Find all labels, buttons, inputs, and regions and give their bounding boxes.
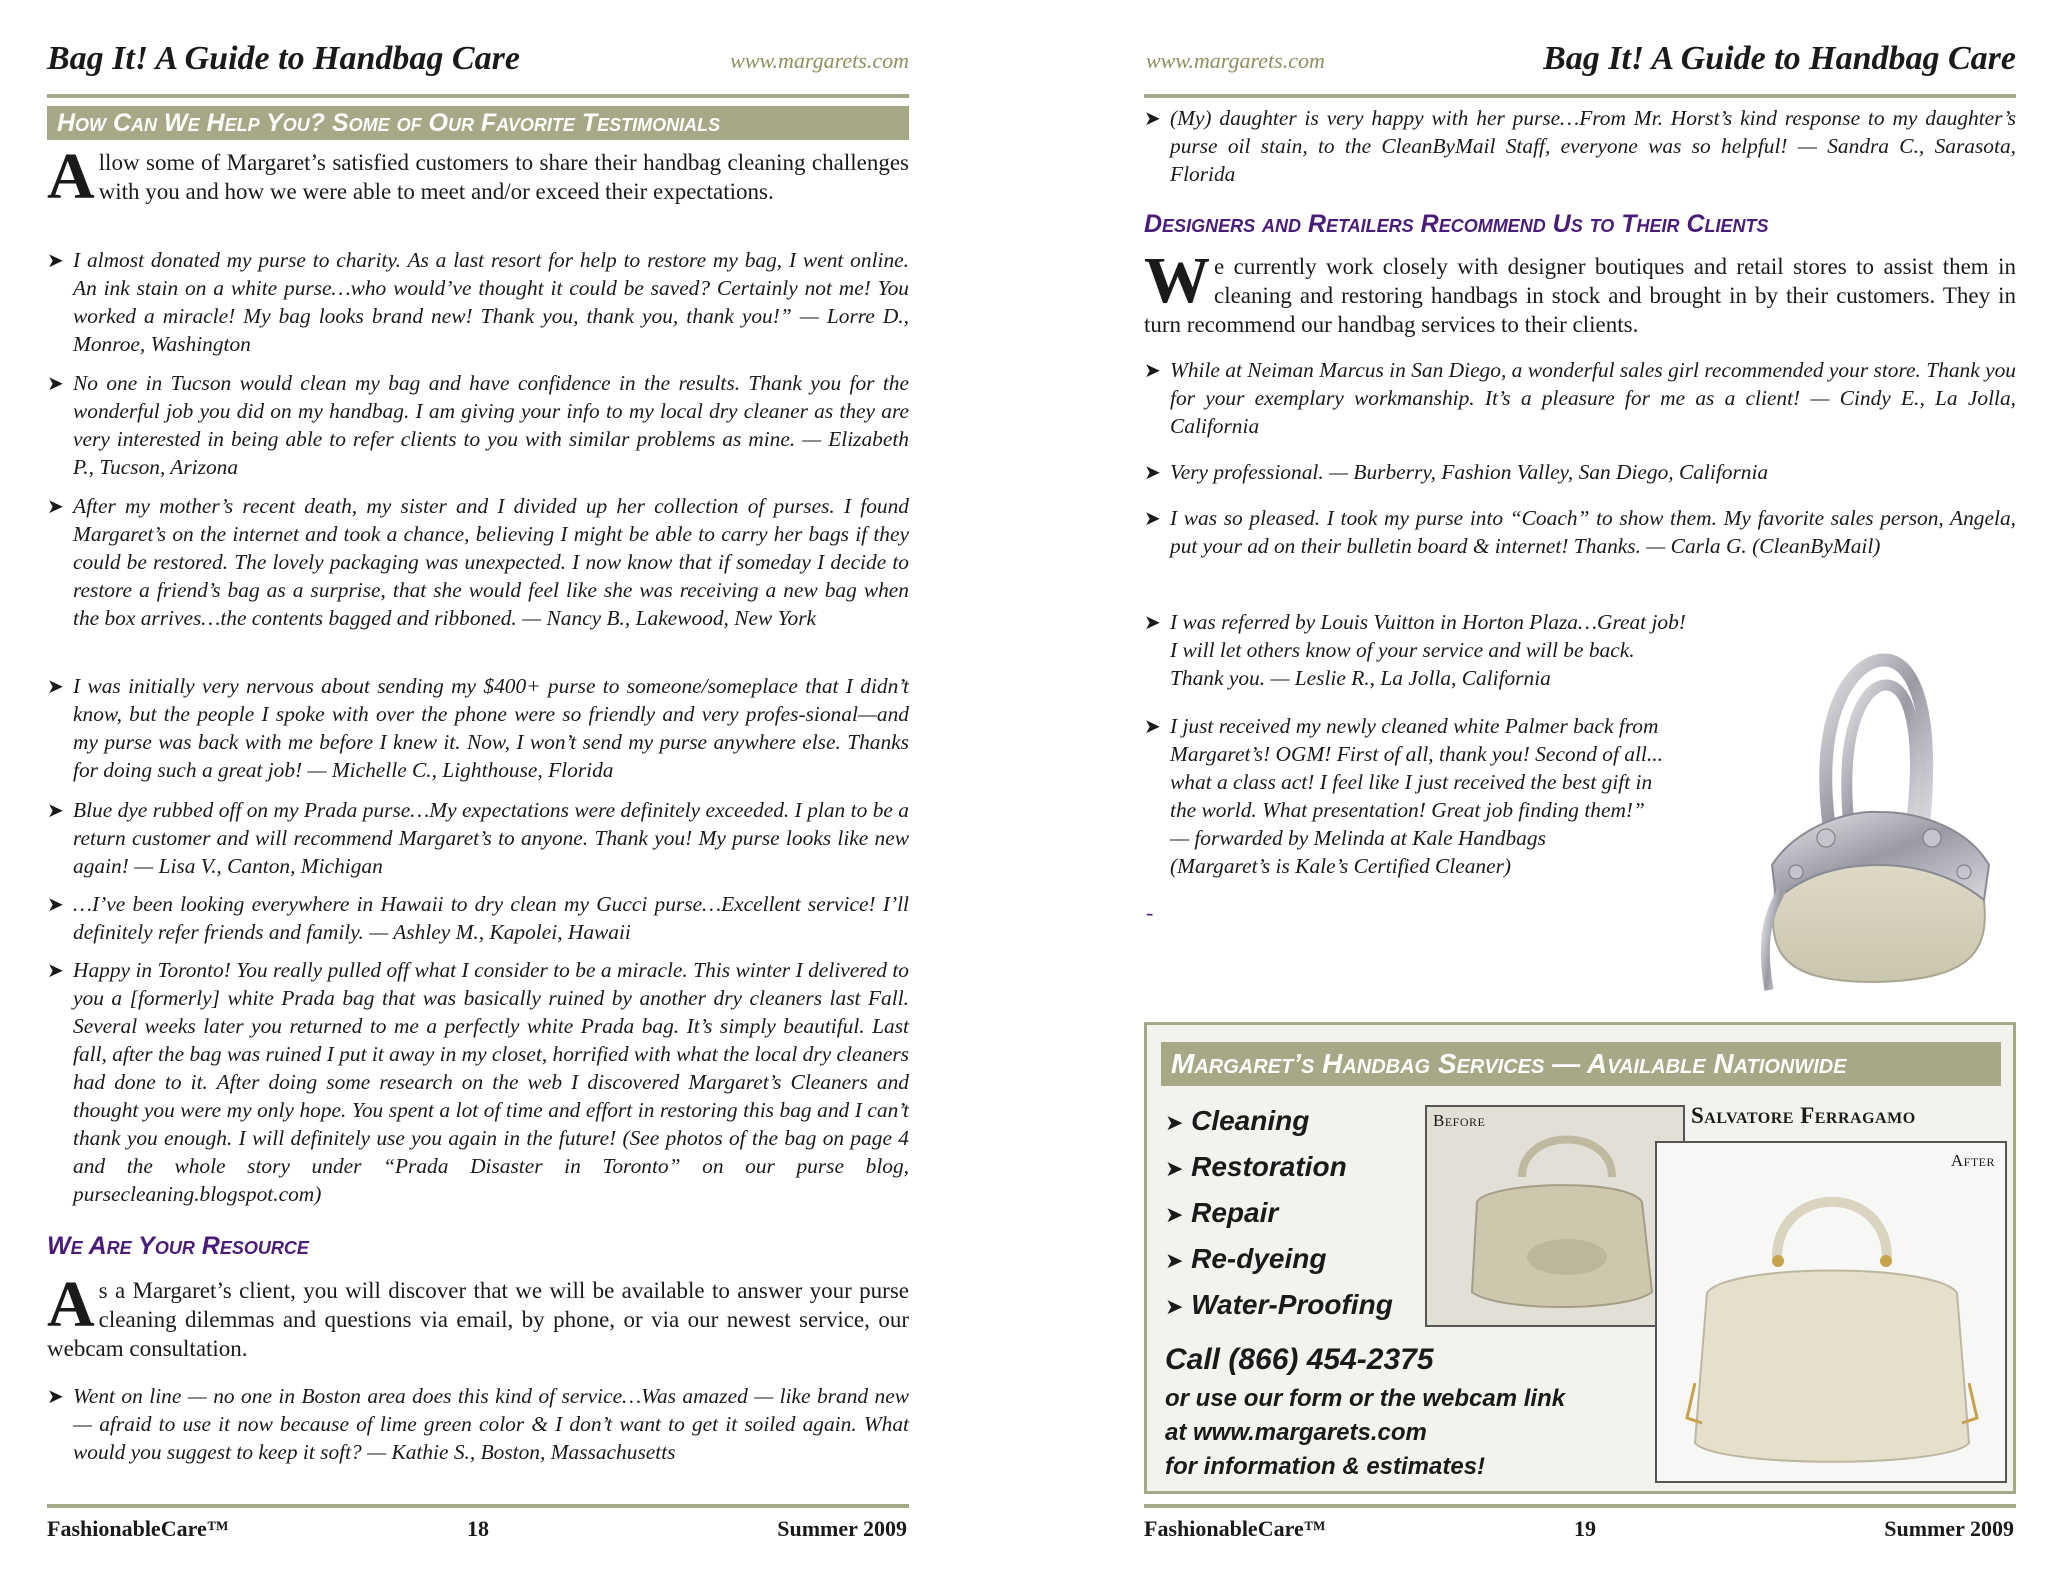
arrowhead-bullet-icon: ➤ — [1144, 506, 1161, 530]
header-url[interactable]: www.margarets.com — [1146, 48, 1325, 73]
service-repair: ➤ Repair — [1165, 1197, 1279, 1228]
phone-number[interactable]: Call (866) 454-2375 — [1165, 1343, 1434, 1376]
contact-line-2[interactable]: at www.margarets.com — [1165, 1419, 1427, 1446]
arrowhead-bullet-icon: ➤ — [1144, 106, 1161, 130]
footer-issue: Summer 2009 — [777, 1516, 907, 1541]
arrowhead-bullet-icon: ➤ — [47, 798, 64, 822]
testimonial-item: ➤ Blue dye rubbed off on my Prada purse…My expectations were definitely exceeded. I plan to be a return customer and will recommend Margaret’s to anyone. Thank you! My purse looks like new again! — Lisa V., Canton, Michigan — [47, 798, 909, 878]
arrowhead-bullet-icon: ➤ — [1165, 1295, 1192, 1320]
stray-dash: - — [1146, 900, 1154, 925]
arrowhead-bullet-icon: ➤ — [1165, 1157, 1192, 1182]
testimonial-item: ➤ Went on line — no one in Boston area does this kind of service…Was amazed — like brand new — afraid to use it now because of lime green color & I don’t want to get it soiled again. What would you suggest to keep it soft? — Kathie S., Boston, Massachusetts — [47, 1384, 909, 1464]
service-redyeing: ➤ Re-dyeing — [1165, 1243, 1327, 1274]
footer-rule — [1144, 1504, 2016, 1508]
service-restoration: ➤ Restoration — [1165, 1151, 1347, 1182]
testimonial-item: ➤ I just received my newly cleaned white Palmer back from Margaret’s! OGM! First of all, thank you! Second of all... what a class act! I feel like I just received the best gift in the world. What presentation! Great job finding them!” — forwarded by Melinda at Kale Handbags (Margaret’s is Kale’s Certified Cleaner) — [1144, 714, 1663, 878]
arrowhead-bullet-icon: ➤ — [47, 892, 64, 916]
arrowhead-bullet-icon: ➤ — [47, 1384, 64, 1408]
after-label: After — [1950, 1151, 1995, 1170]
after-photo — [1655, 1141, 2007, 1483]
contact-line-3: for information & estimates! — [1165, 1453, 1486, 1480]
testimonial-item: ➤ No one in Tucson would clean my bag and have confidence in the results. Thank you for the wonderful job you did on my handbag. I am giving your info to my local dry cleaner as they are very interested in being able to refer clients to you with similar problems as mine. — Elizabeth P., Tucson, Arizona — [47, 371, 909, 479]
header-url[interactable]: www.margarets.com — [730, 48, 909, 73]
arrowhead-bullet-icon: ➤ — [47, 248, 64, 272]
testimonial-item: ➤ After my mother’s recent death, my sister and I divided up her collection of purses. I found Margaret’s on the internet and took a chance, believing I might be able to carry her bags if they could be restored. The lovely packaging was unexpected. I now know that if someday I decide to restore a friend’s bag as a surprise, that she would feel like she was receiving a new bag when the box arrives…the contents bagged and ribboned. — Nancy B., Lakewood, New York — [47, 494, 909, 630]
resource-paragraph — [47, 1268, 909, 1363]
arrowhead-bullet-icon: ➤ — [1144, 610, 1161, 634]
before-label: Before — [1433, 1111, 1486, 1130]
section-title-testimonials: How Can We Help You? Some of Our Favorite Testimonials — [47, 106, 909, 140]
footer-issue: Summer 2009 — [1884, 1516, 2014, 1541]
testimonial-item: ➤ …I’ve been looking everywhere in Hawaii to dry clean my Gucci purse…Excellent service! I’ll definitely refer friends and family. — Ashley M., Kapolei, Hawaii — [47, 892, 909, 944]
arrowhead-bullet-icon: ➤ — [1144, 714, 1161, 738]
drop-cap: W — [1144, 244, 1210, 317]
arrowhead-bullet-icon: ➤ — [1144, 358, 1161, 382]
silver-handbag-image — [1734, 650, 2018, 1010]
drop-cap: A — [47, 1268, 95, 1341]
footer-brand: FashionableCare™ — [1144, 1516, 1326, 1541]
drop-cap: A — [47, 140, 95, 213]
section-title-resource: We Are Your Resource — [47, 1232, 309, 1260]
service-cleaning: ➤ Cleaning — [1165, 1105, 1310, 1136]
before-bag-image — [1427, 1107, 1683, 1325]
footer-page-number: 19 — [1574, 1516, 1596, 1541]
arrowhead-bullet-icon: ➤ — [1165, 1249, 1192, 1274]
footer-page-number: 18 — [467, 1516, 489, 1541]
intro-text: llow some of Margaret’s satisfied customers to share their handbag cleaning challenges with you and how we were able to meet and/or exceed their expectations. — [98, 150, 909, 204]
page-19 — [1024, 0, 2048, 1582]
testimonial-item: ➤ (My) daughter is very happy with her purse…From Mr. Horst’s kind response to my daughter’s purse oil stain, to the CleanByMail Staff, everyone was so helpful! — Sandra C., Sarasota, Florida — [1144, 106, 2016, 186]
services-box — [1144, 1022, 2016, 1494]
designers-paragraph — [1144, 244, 2016, 339]
header-title: Bag It! A Guide to Handbag Care — [47, 40, 520, 77]
arrowhead-bullet-icon: ➤ — [47, 371, 64, 395]
brand-label: Salvatore Ferragamo — [1691, 1103, 1916, 1128]
header-rule — [47, 94, 909, 98]
testimonial-item: ➤ I was initially very nervous about sending my $400+ purse to someone/someplace that I didn’t know, but the people I spoke with over the phone were so friendly and very profes-sional—and my purse was back with me before I knew it. Now, I won’t send my purse anywhere else. Thanks for doing such a great job! — Michelle C., Lighthouse, Florida — [47, 674, 909, 782]
contact-line-1: or use our form or the webcam link — [1165, 1385, 1566, 1412]
arrowhead-bullet-icon: ➤ — [1144, 460, 1161, 484]
testimonial-item: ➤ Happy in Toronto! You really pulled off what I consider to be a miracle. This winter I delivered to you a [formerly] white Prada bag that was basically ruined by another dry cleaners last Fall. Several weeks later you returned to me a perfectly white Prada bag. It’s simply beautiful. Last fall, after the bag was ruined I put it away in my closet, horrified with what the local dry cleaners had done to it. After doing some research on the web I discovered Margaret’s Cleaners and thought you were my only hope. You spent a lot of time and effort in restoring this bag and I can’t thank you enough. I will definitely use you again in the future! (See photos of the bag on page 4 and the whole story under “Prada Disaster in Toronto” on our purse blog, pursecleaning.blogspot.com) — [47, 958, 909, 1206]
testimonial-item: ➤ Very professional. — Burberry, Fashion Valley, San Diego, California — [1144, 460, 1769, 484]
intro-paragraph — [47, 140, 909, 213]
services-title: Margaret’s Handbag Services — Available Nationwide — [1161, 1042, 2001, 1086]
testimonial-item: ➤ I was so pleased. I took my purse into “Coach” to show them. My favorite sales person, Angela, put your ad on their bulletin board & internet! Thanks. — Carla G. (CleanByMail) — [1144, 506, 2016, 558]
testimonial-item: ➤ I was referred by Louis Vuitton in Horton Plaza…Great job! I will let others know of your service and will be back. Thank you. — Leslie R., La Jolla, California — [1144, 610, 1686, 690]
footer-brand: FashionableCare™ — [47, 1516, 229, 1541]
arrowhead-bullet-icon: ➤ — [1165, 1203, 1192, 1228]
before-photo — [1425, 1105, 1685, 1327]
resource-text: s a Margaret’s client, you will discover that we will be available to answer your purse cleaning dilemmas and questions via email, by phone, or via our newest service, our webcam consultation. — [47, 1278, 909, 1361]
section-title-designers: Designers and Retailers Recommend Us to Their Clients — [1144, 210, 1769, 238]
page-footer — [1144, 1516, 2016, 1546]
arrowhead-bullet-icon: ➤ — [1165, 1111, 1192, 1136]
testimonial-item: ➤ I almost donated my purse to charity. As a last resort for help to restore my bag, I went online. An ink stain on a white purse…who would’ve thought it could be saved? Certainly not me! You worked a miracle! My bag looks brand new! Thank you, thank you, thank you!” — Lorre D., Monroe, Washington — [47, 248, 909, 356]
designers-text: e currently work closely with designer boutiques and retail stores to assist them in cleaning and restoring handbags in stock and brought in by their customers. They in turn recommend our handbag services to their clients. — [1144, 254, 2016, 337]
testimonial-item: ➤ While at Neiman Marcus in San Diego, a wonderful sales girl recommended your store. Thank you for your exemplary workmanship. It’s a pleasure for me as a client! — Cindy E., La Jolla, California — [1144, 358, 2016, 438]
arrowhead-bullet-icon: ➤ — [47, 958, 64, 982]
header-rule — [1144, 94, 2016, 98]
page-header — [1144, 40, 2016, 86]
header-title: Bag It! A Guide to Handbag Care — [1543, 40, 2016, 77]
footer-rule — [47, 1504, 909, 1508]
service-waterproofing: ➤ Water-Proofing — [1165, 1289, 1393, 1320]
arrowhead-bullet-icon: ➤ — [47, 494, 64, 518]
arrowhead-bullet-icon: ➤ — [47, 674, 64, 698]
page-footer — [47, 1516, 909, 1546]
page-header — [47, 40, 909, 86]
after-bag-image — [1657, 1143, 2005, 1481]
